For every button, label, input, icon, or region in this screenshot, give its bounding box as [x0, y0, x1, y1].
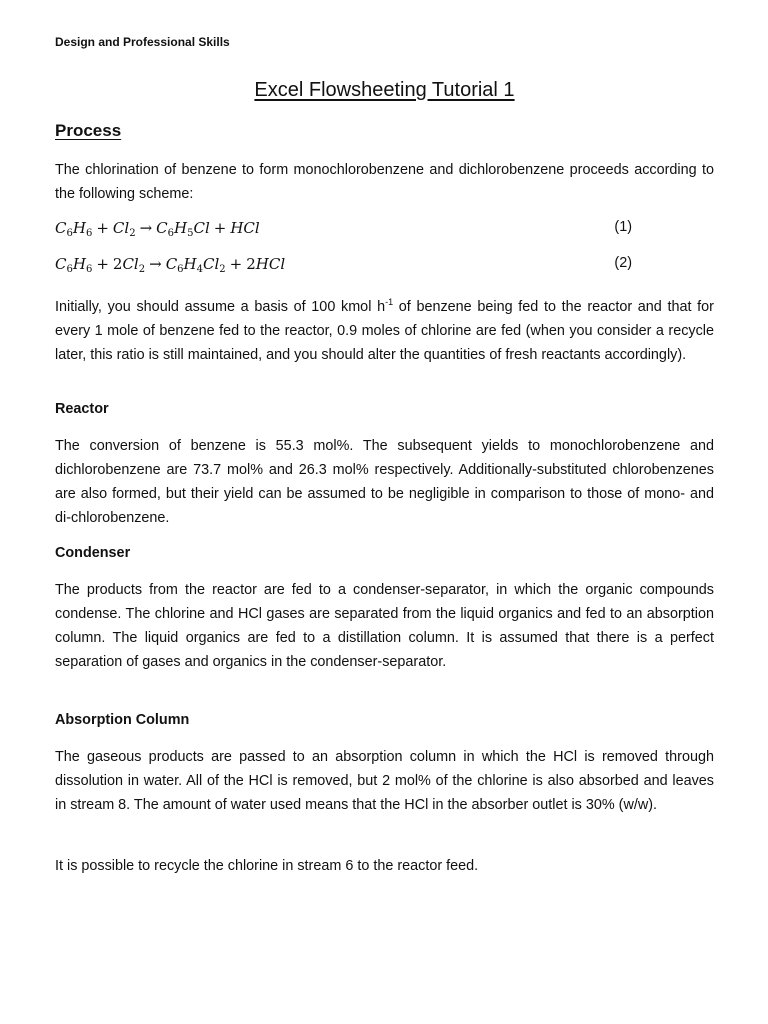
recycle-paragraph: It is possible to recycle the chlorine in stream 6 to the reactor feed.	[55, 858, 479, 874]
document-title: Excel Flowsheeting Tutorial 1	[254, 79, 515, 101]
equation-1	[55, 219, 714, 243]
equation-2-number: (2)	[614, 255, 632, 271]
reactor-heading: Reactor	[55, 401, 109, 417]
basis-superscript: -1	[385, 297, 394, 307]
reactor-paragraph: The conversion of benzene is 55.3 mol%. The subsequent yields to monochlorobenzene and dichlorobenzene are 73.7 mol% and 26.3 mol% respectively. Additionally-substituted chlorobenzenes are also formed, but their yield can be assumed to be negligible in comparison to those of mono- and di-chlorobenzene.	[55, 438, 714, 526]
equation-2-formula: $C_6H_6 + 2Cl_2 \to C_6H_4Cl_2 + 2HCl$	[55, 255, 286, 275]
section-heading-process: Process	[55, 121, 122, 140]
basis-text-2: of benzene being fed to the reactor and that for every 1 mole of benzene fed to the reactor, 0.9 moles of chlorine are fed (when you consider a recycle later, this ratio is still maintained, and you should alter the quantities of fresh reactants accordingly).	[55, 299, 714, 363]
condenser-heading: Condenser	[55, 545, 131, 561]
basis-text-1: Initially, you should assume a basis of 100 kmol h	[55, 299, 386, 315]
document-page	[55, 0, 714, 1024]
equation-1-number: (1)	[614, 219, 632, 235]
absorption-paragraph: The gaseous products are passed to an absorption column in which the HCl is removed through dissolution in water. All of the HCl is removed, but 2 mol% of the chlorine is also absorbed and leaves in stream 8. The amount of water used means that the HCl in the absorber outlet is 30% (w/w).	[55, 749, 714, 813]
page-header: Design and Professional Skills	[55, 35, 230, 49]
intro-paragraph: The chlorination of benzene to form monochlorobenzene and dichlorobenzene proceeds according to the following scheme:	[55, 162, 714, 202]
equation-2	[55, 255, 714, 279]
condenser-paragraph: The products from the reactor are fed to a condenser-separator, in which the organic compounds condense. The chlorine and HCl gases are separated from the liquid organics and fed to an absorption column. The liquid organics are fed to a distillation column. It is assumed that there is a perfect separation of gases and organics in the condenser-separator.	[55, 582, 714, 670]
equation-1-formula: $C_6H_6 + Cl_2 \to C_6H_5Cl$ + HCl	[55, 219, 260, 239]
absorption-heading: Absorption Column	[55, 712, 190, 728]
basis-paragraph	[55, 290, 714, 367]
